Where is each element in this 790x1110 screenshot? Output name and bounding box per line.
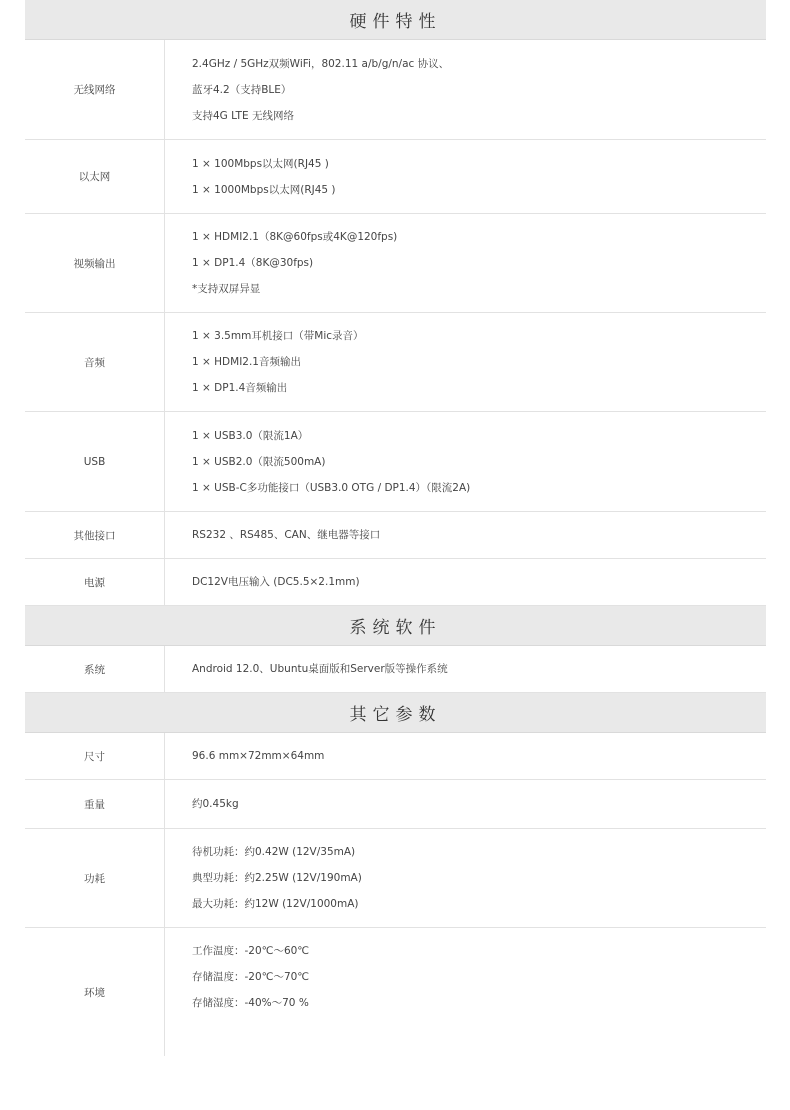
spec-values [165,928,766,1056]
spec-value-line: 96.6 mm×72mm×64mm [192,750,325,762]
section-title: 其它参数 [25,693,766,733]
spec-value-line: 1 × DP1.4音频输出 [192,382,288,394]
spec-value-line: 待机功耗：约0.42W (12V/35mA) [192,846,356,858]
spec-value-line: 最大功耗：约12W (12V/1000mA) [192,898,359,910]
spec-row [25,829,766,928]
spec-values [165,733,766,779]
section-title: 系统软件 [25,606,766,646]
spec-values [165,412,766,511]
spec-row [25,646,766,693]
spec-value-line: 存储温度：-20℃～70℃ [192,971,310,983]
spec-value-line: Android 12.0、Ubuntu桌面版和Server版等操作系统 [192,663,448,675]
spec-value-line: *支持双屏异显 [192,283,261,295]
spec-label: 电源 [25,559,165,605]
spec-label: 重量 [25,780,165,828]
spec-label: 无线网络 [25,40,165,139]
spec-value-line: 存储湿度：-40%～70 % [192,997,309,1009]
spec-label: 系统 [25,646,165,692]
spec-value-line: 1 × USB3.0（限流1A） [192,429,309,442]
spec-row [25,928,766,1056]
spec-row [25,512,766,559]
spec-value-line: 蓝牙4.2（支持BLE） [192,83,292,96]
spec-values [165,780,766,828]
spec-value-line: 1 × HDMI2.1音频输出 [192,356,301,368]
spec-values [165,140,766,213]
spec-row [25,412,766,512]
spec-row [25,559,766,606]
spec-row [25,313,766,412]
spec-value-line: 1 × USB-C多功能接口（USB3.0 OTG / DP1.4）（限流2A) [192,481,471,494]
spec-label: 视频输出 [25,214,165,312]
spec-values [165,40,766,139]
spec-row [25,140,766,214]
spec-value-line: 支持4G LTE 无线网络 [192,109,294,122]
spec-values [165,829,766,927]
spec-value-line: 1 × DP1.4（8K@30fps) [192,257,314,269]
spec-value-line: DC12V电压输入 (DC5.5×2.1mm) [192,576,360,588]
spec-values [165,646,766,692]
spec-value-line: 1 × 3.5mm耳机接口（带Mic录音） [192,330,364,342]
spec-row [25,733,766,780]
spec-table [25,0,766,1056]
spec-label: 环境 [25,928,165,1056]
spec-label: 以太网 [25,140,165,213]
spec-row [25,780,766,829]
spec-label: USB [25,412,165,511]
spec-value-line: RS232 、RS485、CAN、继电器等接口 [192,529,381,541]
spec-value-line: 1 × 100Mbps以太网(RJ45 ) [192,157,329,170]
spec-row [25,40,766,140]
spec-values [165,512,766,558]
spec-values [165,313,766,411]
spec-value-line: 1 × HDMI2.1（8K@60fps或4K@120fps) [192,231,398,243]
spec-value-line: 1 × 1000Mbps以太网(RJ45 ) [192,183,336,196]
spec-value-line: 典型功耗：约2.25W (12V/190mA) [192,872,362,884]
spec-value-line: 约0.45kg [192,798,239,810]
spec-values [165,559,766,605]
spec-label: 其他接口 [25,512,165,558]
spec-label: 音频 [25,313,165,411]
spec-label: 功耗 [25,829,165,927]
spec-value-line: 1 × USB2.0（限流500mA) [192,455,326,468]
spec-row [25,214,766,313]
spec-label: 尺寸 [25,733,165,779]
spec-value-line: 工作温度：-20℃～60℃ [192,945,310,957]
spec-value-line: 2.4GHz / 5GHz双频WiFi，802.11 a/b/g/n/ac 协议、 [192,57,450,70]
spec-values [165,214,766,312]
section-title: 硬件特性 [25,0,766,40]
